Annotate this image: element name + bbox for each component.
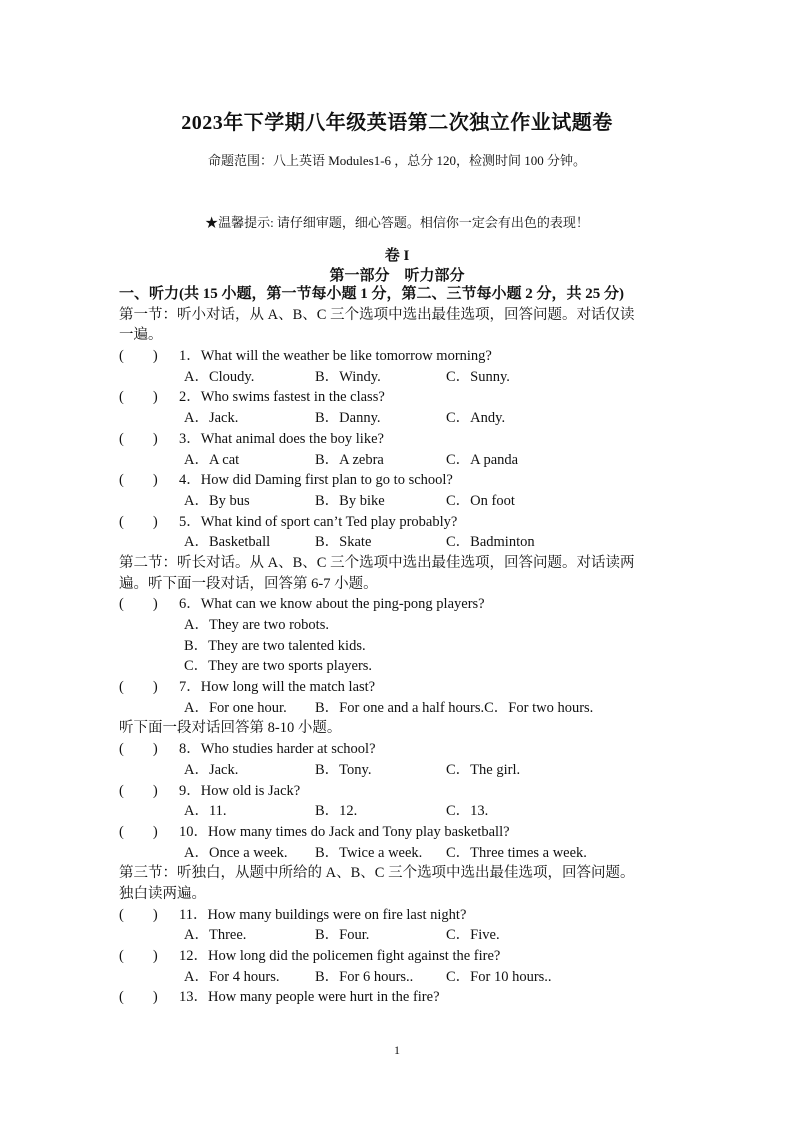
options-10 [119,843,679,864]
section2-note: 听下面一段对话回答第 8-10 小题。 [119,720,342,737]
option-c: C．The girl. [446,761,521,778]
question-8 [119,739,679,760]
option-c: C．On foot [446,492,515,509]
option-b: B．Four. [315,927,370,944]
options-12 [119,967,679,988]
question-4 [119,470,679,491]
option-b: B．For one and a half hours. [315,699,485,716]
answer-blank[interactable]: ( ) [119,782,158,799]
page-number: 1 [394,1043,400,1057]
option-b: B．By bike [315,492,385,509]
option-c: C．Five. [446,927,500,944]
tip-line: ★温馨提示: 请仔细审题，细心答题。相信你一定会有出色的表现！ [205,215,589,230]
question-10 [119,822,679,843]
question-text: 8．Who studies harder at school? [179,741,376,758]
option-b: B．For 6 hours.. [315,968,414,985]
section2-instruction-cont: 遍。听下面一段对话，回答第 6-7 小题。 [119,575,378,592]
answer-blank[interactable]: ( ) [119,513,158,530]
option-c: C．Three times a week. [446,844,587,861]
question-2 [119,387,679,408]
option-c: C．Sunny. [446,368,510,385]
option-a: A．A cat [184,451,240,468]
option-a: A．They are two robots. [184,617,329,633]
options-9 [119,801,679,822]
question-text: 1．What will the weather be like tomorrow morning? [179,348,492,365]
exam-content [119,284,679,1008]
option-a: A．Jack. [184,410,239,427]
options-3 [119,450,679,471]
section3-instruction: 第三节：听独白，从题中所给的 A、B、C 三个选项中选出最佳选项，回答问题。 [119,865,635,882]
answer-blank[interactable]: ( ) [119,389,158,406]
answer-blank[interactable]: ( ) [119,948,158,964]
answer-blank[interactable]: ( ) [119,596,158,613]
options-11 [119,925,679,946]
option-b: B．12. [315,803,358,820]
question-5 [119,512,679,533]
question-text: 9．How old is Jack? [179,782,301,799]
answer-blank[interactable]: ( ) [119,348,158,365]
option-a: A．For 4 hours. [184,968,280,985]
part-label: 第一部分 听力部分 [329,268,465,284]
section-heading: 一、听力(共 15 小题，第一节每小题 1 分，第二、三节每小题 2 分，共 25 分) [119,286,624,302]
option-c: C．They are two sports players. [184,658,373,675]
option-a: A．11. [184,803,227,820]
answer-blank[interactable]: ( ) [119,472,158,489]
option-a: A．Once a week. [184,844,288,861]
question-text: 6．What can we know about the ping-pong players? [179,596,485,613]
question-text: 5．What kind of sport can’t Ted play probably? [179,513,458,530]
question-text: 2．Who swims fastest in the class? [179,389,385,406]
option-b: B．Windy. [315,368,381,385]
question-9 [119,781,679,802]
option-a: A．For one hour. [184,699,287,716]
option-a: A．Jack. [184,761,239,778]
page-title: 2023年下学期八年级英语第二次独立作业试题卷 [181,112,613,134]
question-text: 3．What animal does the boy like? [179,430,384,447]
answer-blank[interactable]: ( ) [119,823,158,840]
section1-instruction-cont: 一遍。 [119,327,163,344]
options-8 [119,760,679,781]
option-b: B．Twice a week. [315,844,423,861]
question-text: 10．How many times do Jack and Tony play basketball? [179,823,510,840]
section1-instruction: 第一节：听小对话，从 A、B、C 三个选项中选出最佳选项，回答问题。对话仅读 [119,306,635,323]
question-1 [119,346,679,367]
answer-blank[interactable]: ( ) [119,989,158,1006]
option-b: B．Danny. [315,410,381,427]
option-c: C．Badminton [446,534,535,551]
volume-label: 卷 I [384,248,410,264]
option-c: C．For two hours. [484,699,594,716]
options-2 [119,408,679,429]
answer-blank[interactable]: ( ) [119,679,158,696]
answer-blank[interactable]: ( ) [119,906,158,923]
exam-scope: 命题范围：八上英语 Modules1-6 ，总分 120，检测时间 100 分钟。 [207,153,587,168]
option-c: C．13. [446,803,489,820]
question-3 [119,429,679,450]
question-text: 12．How long did the policemen fight against the fire? [179,948,501,964]
options-7 [119,698,679,719]
option-c: C．For 10 hours.. [446,968,552,985]
option-b: B．They are two talented kids. [184,637,366,654]
option-c: C．A panda [446,451,519,468]
question-text: 13．How many people were hurt in the fire? [179,989,440,1006]
answer-blank[interactable]: ( ) [119,430,158,447]
question-11 [119,905,679,926]
question-7 [119,677,679,698]
answer-blank[interactable]: ( ) [119,741,158,758]
question-12 [119,946,679,967]
question-text: 4．How did Daming first plan to go to school? [179,472,453,489]
options-1 [119,367,679,388]
question-text: 7．How long will the match last? [179,679,376,696]
option-a: A．By bus [184,492,250,509]
option-c: C．Andy. [446,410,506,427]
question-text: 11．How many buildings were on fire last night? [179,906,467,923]
option-b: B．A zebra [315,451,384,468]
section3-instruction-cont: 独白读两遍。 [119,885,206,902]
option-a: A．Cloudy. [184,368,255,385]
option-a: A．Three. [184,927,247,944]
options-5 [119,532,679,553]
question-6 [119,594,679,615]
option-a: A．Basketball [184,534,271,551]
option-b: B．Tony. [315,761,372,778]
option-b: B．Skate [315,534,372,551]
section2-instruction: 第二节：听长对话。从 A、B、C 三个选项中选出最佳选项，回答问题。对话读两 [119,554,635,571]
question-13 [119,987,679,1008]
options-4 [119,491,679,512]
